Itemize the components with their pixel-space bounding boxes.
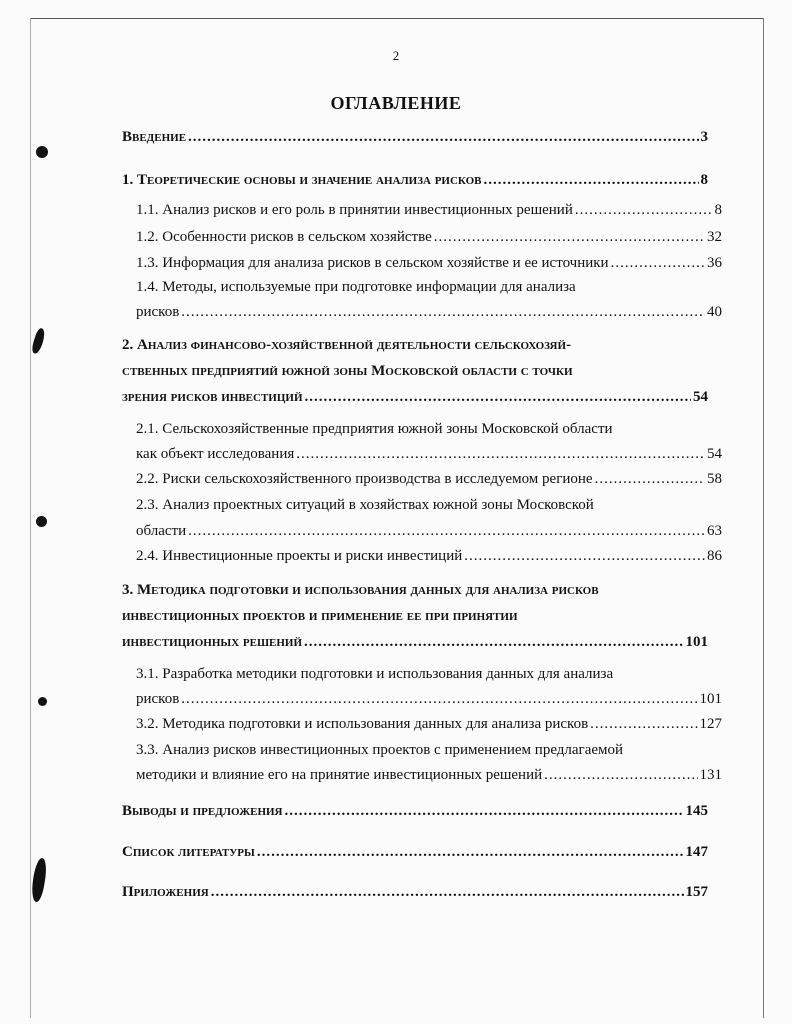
dot-leader: [296, 444, 705, 464]
scan-edge-right: [763, 18, 764, 1018]
toc-entry-line: инвестиционных проектов и применение ее при принятии: [122, 608, 518, 624]
toc-entry-section-2-4[interactable]: [122, 546, 722, 566]
toc-page-number: 58: [707, 471, 722, 487]
scan-blot-3: [36, 516, 47, 527]
toc-entry-references[interactable]: [122, 842, 708, 862]
toc-entry-line: 3.1. Разработка методики подготовки и использования данных для анализа: [136, 666, 614, 682]
toc-page-number: 101: [699, 691, 722, 707]
toc-entry-label: рисков: [136, 691, 180, 707]
toc-page-number: 36: [707, 255, 722, 271]
toc-entry-label: 1.1. Анализ рисков и его роль в принятии инвестиционных решений: [136, 202, 573, 218]
toc-entry-section-1-1[interactable]: [122, 200, 722, 220]
toc-entry-label: Список литературы: [122, 844, 255, 860]
page-number: 2: [392, 48, 400, 63]
scan-blot-2: [30, 327, 47, 355]
toc-entry-appendices[interactable]: [122, 882, 708, 902]
toc-entry-line: 2. Анализ финансово-хозяйственной деятельности сельскохозяй-: [122, 337, 572, 353]
toc-entry-line: 2.1. Сельскохозяйственные предприятия южной зоны Московской области: [136, 421, 613, 437]
toc-entry-label: 3.2. Методика подготовки и использования данных для анализа рисков: [136, 716, 589, 732]
toc-entry-chapter-2[interactable]: [122, 335, 708, 407]
dot-leader: [188, 127, 698, 147]
dot-leader: [188, 521, 705, 541]
toc-entry-section-3-3[interactable]: [122, 740, 722, 785]
toc-entry-section-1-4[interactable]: [122, 277, 722, 322]
dot-leader: [211, 882, 684, 902]
toc-page-number: 32: [707, 229, 722, 245]
toc-entry-label: методики и влияние его на принятие инвестиционных решений: [136, 767, 543, 783]
dot-leader: [595, 469, 705, 489]
toc-page-number: 8: [714, 202, 722, 218]
dot-leader: [305, 387, 691, 407]
scan-edge-top: [30, 18, 764, 19]
toc-entry-section-1-2[interactable]: [122, 227, 722, 247]
toc-entry-section-3-2[interactable]: [122, 714, 722, 734]
toc-entry-label: Введение: [122, 129, 187, 145]
toc-entry-label: инвестиционных решений: [122, 634, 303, 650]
dot-leader: [590, 714, 697, 734]
dot-leader: [304, 632, 683, 652]
toc-title: ОГЛАВЛЕНИЕ: [330, 93, 462, 113]
toc-entry-section-2-2[interactable]: [122, 469, 722, 489]
toc-entry-chapter-3[interactable]: [122, 580, 708, 652]
dot-leader: [257, 842, 684, 862]
toc-page-number: 54: [693, 389, 708, 405]
toc-page-number: 63: [707, 523, 722, 539]
toc-page-number: 8: [700, 172, 708, 188]
toc-page-number: 3: [700, 129, 708, 145]
toc-entry-conclusions[interactable]: [122, 801, 708, 821]
scan-edge-left: [30, 18, 31, 1018]
toc-entry-line: 3. Методика подготовки и использования данных для анализа рисков: [122, 582, 599, 598]
toc-page-number: 86: [707, 548, 722, 564]
toc-entry-line: 3.3. Анализ рисков инвестиционных проектов с применением предлагаемой: [136, 742, 624, 758]
dot-leader: [181, 689, 697, 709]
toc-entry-label: зрения рисков инвестиций: [122, 389, 303, 405]
toc-entry-section-2-1[interactable]: [122, 419, 722, 464]
toc-page-number: 147: [685, 844, 708, 860]
scan-blot-4: [38, 697, 47, 706]
toc-entry-label: 2.4. Инвестиционные проекты и риски инвестиций: [136, 548, 463, 564]
toc-entry-label: рисков: [136, 304, 180, 320]
toc-entry-line: 1.4. Методы, используемые при подготовке информации для анализа: [136, 279, 576, 295]
dot-leader: [181, 302, 705, 322]
toc-page-number: 127: [699, 716, 722, 732]
toc-entry-label: 1.2. Особенности рисков в сельском хозяйстве: [136, 229, 432, 245]
toc-entry-label: 1. Теоретические основы и значение анализа рисков: [122, 172, 482, 188]
toc-entry-line: 2.3. Анализ проектных ситуаций в хозяйствах южной зоны Московской: [136, 497, 594, 513]
toc-entry-label: 2.2. Риски сельскохозяйственного производства в исследуемом регионе: [136, 471, 593, 487]
toc-entry-line: ственных предприятий южной зоны Московской области с точки: [122, 363, 573, 379]
toc-entry-section-1-3[interactable]: [122, 253, 722, 273]
toc-entry-section-2-3[interactable]: [122, 495, 722, 541]
dot-leader: [544, 765, 697, 785]
dot-leader: [484, 170, 699, 190]
toc-entry-label: Выводы и предложения: [122, 803, 283, 819]
toc-entry-label: Приложения: [122, 884, 209, 900]
toc-page-number: 145: [685, 803, 708, 819]
toc-page-number: 54: [707, 446, 722, 462]
toc-entry-section-3-1[interactable]: [122, 664, 722, 709]
toc-page-number: 101: [685, 634, 708, 650]
dot-leader: [285, 801, 684, 821]
toc-entry-label: как объект исследования: [136, 446, 295, 462]
toc-page-number: 131: [699, 767, 722, 783]
toc-page-number: 157: [685, 884, 708, 900]
dot-leader: [464, 546, 705, 566]
dot-leader: [434, 227, 705, 247]
dot-leader: [611, 253, 705, 273]
toc-page-number: 40: [707, 304, 722, 320]
scan-blot-1: [36, 146, 48, 158]
toc-entry-label: области: [136, 523, 187, 539]
scan-blot-5: [29, 857, 48, 902]
toc-entry-label: 1.3. Информация для анализа рисков в сельском хозяйстве и ее источники: [136, 255, 609, 271]
dot-leader: [575, 200, 713, 220]
toc-entry-chapter-1[interactable]: [122, 170, 708, 190]
toc-entry-introduction[interactable]: [122, 127, 708, 147]
